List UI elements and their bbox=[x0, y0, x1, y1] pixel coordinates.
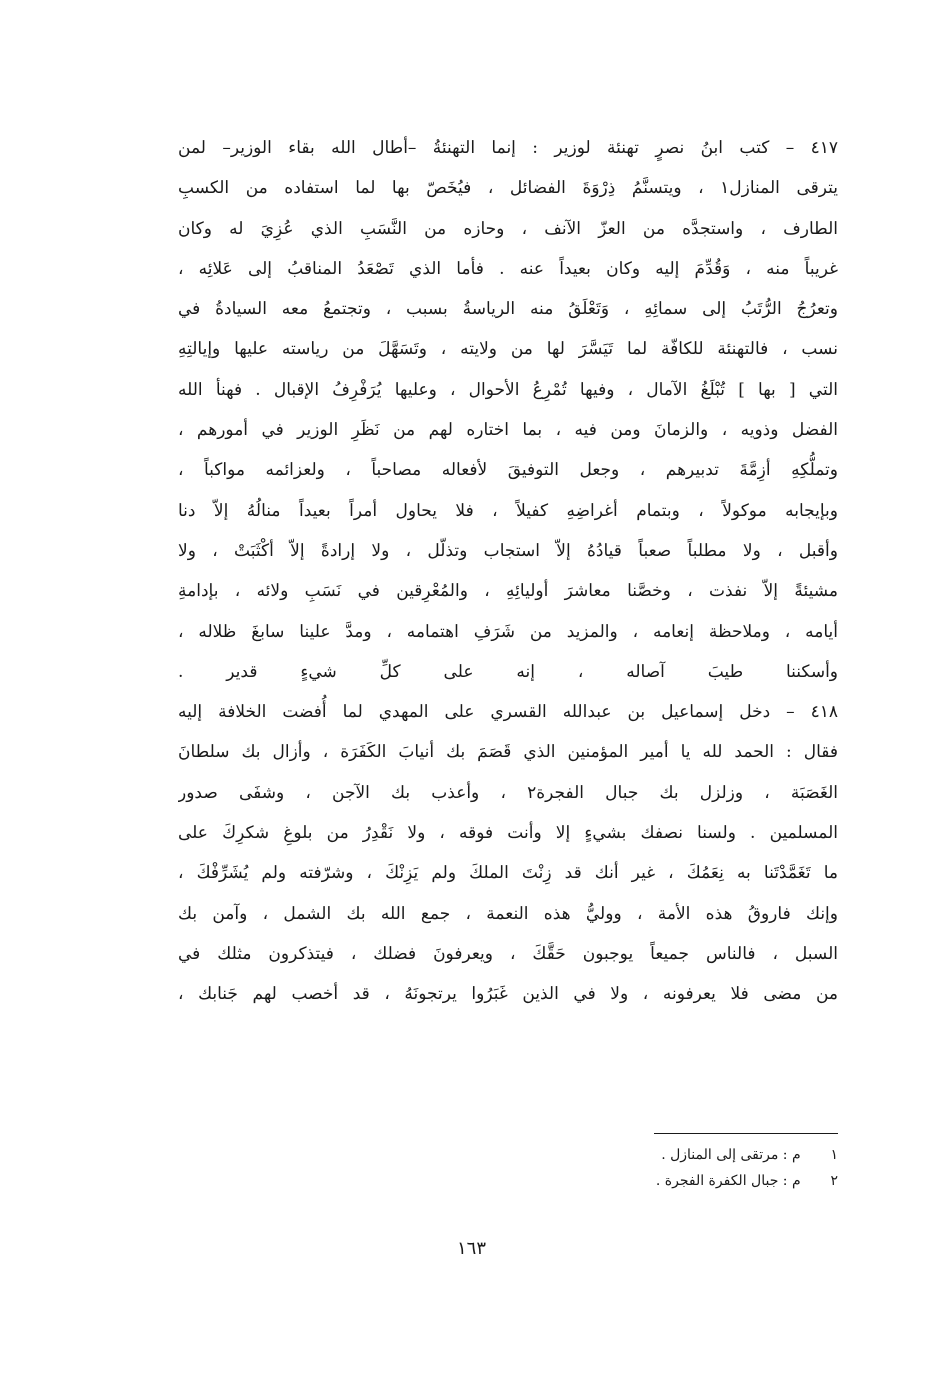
body-text bbox=[178, 128, 838, 1015]
text-line: ٤١٧ – كتب ابنُ نصرٍ تهنئة لوزير : إنما التهنئةُ –أطال الله بقاء الوزير– لمن bbox=[178, 138, 838, 158]
text-line: غريباً منه ، وَقُدِّمَ إليه وكان بعيداً عنه . فأما الذي تَصْعَدُ المناقبُ إلى عَلائِه ، bbox=[178, 258, 838, 279]
footnote-number: ١ bbox=[830, 1147, 838, 1163]
text-line: الفضل وذويه ، والزمانَ ومن فيه ، بما اختاره لهم من نَظَرِ الوزير في أمورهم ، bbox=[178, 420, 838, 441]
footnote-text: م : جبال الكفرة الفجرة . bbox=[655, 1173, 801, 1189]
text-line: أيامه ، وملاحظة إنعامه ، والمزيد من شَرَفِ اهتمامه ، ومدَّ علينا سابغَ ظلاله ، bbox=[178, 621, 838, 642]
text-line: من مضى فلا يعرفونه ، ولا في الذين غَبَرُوا يرتجونَهُ ، قد أخصب لهم جَنابك ، bbox=[178, 984, 838, 1005]
text-line: فقال : الحمد لله يا أمير المؤمنين الذي قَصَمَ بك أنيابَ الكَفَرَة ، وأزال بك سلطانَ bbox=[178, 742, 838, 763]
page-number: ١٦٣ bbox=[456, 1238, 486, 1259]
footnote-text: م : مرتقى إلى المنازل . bbox=[661, 1147, 801, 1163]
text-line: وأقبل ، ولا مطلباً صعباً قيادُهُ إلاّ استجاب وتذلّل ، ولا إرادةً إلاّ أكْثَبَتْ ، ولا bbox=[178, 540, 838, 561]
text-line: مشيئةً إلاّ نفذت ، وخصَّنا معاشرَ أوليائِهِ ، والمُعْرِقين في نَسَبِ ولائه ، بإدامةِ bbox=[178, 581, 838, 602]
text-line: نسب ، فالتهنئة للكافّة لما تَيَسَّرَ لها من ولايته ، وتَسَهَّلَ من رياسته عليها وإيالتِهِ bbox=[178, 339, 838, 360]
text-line: الغَصَبَة ، وزلزل بك جبال الفجرة٢ ، وأعذب بك الآجن ، وشفَى صدور bbox=[178, 782, 838, 803]
footnote-number: ٢ bbox=[830, 1173, 838, 1189]
text-line: الطارف ، واستجدَّه من العزّ الآنف ، وحازه من النَّسَبِ الذي عُزِيَ له وكان bbox=[178, 218, 838, 239]
text-line: وإنك فاروقُ هذه الأمة ، ووليُّ هذه النعمة ، جمع الله بك الشمل ، وآمن بك bbox=[178, 903, 838, 924]
text-line: وتعرُجُ الرُّتَبُ إلى سمائِهِ ، وَتَعْلَقُ منه الرياسةُ بسبب ، وتجتمعُ معه السيادةُ في bbox=[178, 299, 838, 320]
text-line: وتملُّكِهِ أزِمَّةَ تدبيرهم ، وجعل التوفيقَ لأفعاله مصاحباً ، ولعزائمه مواكباً ، bbox=[178, 460, 838, 481]
footnote-2 bbox=[338, 1168, 838, 1194]
text-line: ما تَغَمَّدْتَنا به نِعَمُكَ ، غير أنك قد زِنْتَ الملكَ ولم يَزِنْكَ ، وشرّفته ولم يُشَرِّفْكَ ، bbox=[178, 863, 838, 884]
footnotes bbox=[338, 1142, 838, 1194]
text-line: السبل ، فالناس جميعاً يوجبون حَقَّكَ ، ويعرفونَ فضلك ، فيتذكرون مثلك في bbox=[178, 943, 838, 964]
text-line: وبإيجابه موكولاً ، وبتمام أغراضِهِ كفيلاً ، فلا يحاول أمراً بعيداً منالُهُ إلاّ دنا bbox=[178, 500, 838, 521]
text-line: ٤١٨ – دخل إسماعيل بن عبدالله القسري على المهدي لما أُفضت الخلافة إليه bbox=[178, 702, 838, 723]
text-line: يترقى المنازل١ ، ويتسنَّمُ ذِرْوَةَ الفضائل ، فيُخَصّ بها لما استفاده من الكسبِ bbox=[178, 178, 838, 199]
text-line: التي [ بها ] تُبْلَغُ الآمال ، وفيها تُمْرِعُ الأحوال ، وعليها يُرَفْرِفُ الإقبال . فهنأ الله bbox=[178, 379, 838, 400]
text-line: المسلمين . ولسنا نصفك بشيءٍ إلا وأنت فوقه ، ولا نَقْدِرُ من بلوغِ شكرِكَ على bbox=[178, 823, 838, 844]
text-line: وأسكننا طيبَ آصاله ، إنه على كلِّ شيءٍ قدير . bbox=[178, 661, 838, 682]
footnote-1 bbox=[338, 1142, 838, 1168]
footnote-divider bbox=[654, 1133, 838, 1134]
